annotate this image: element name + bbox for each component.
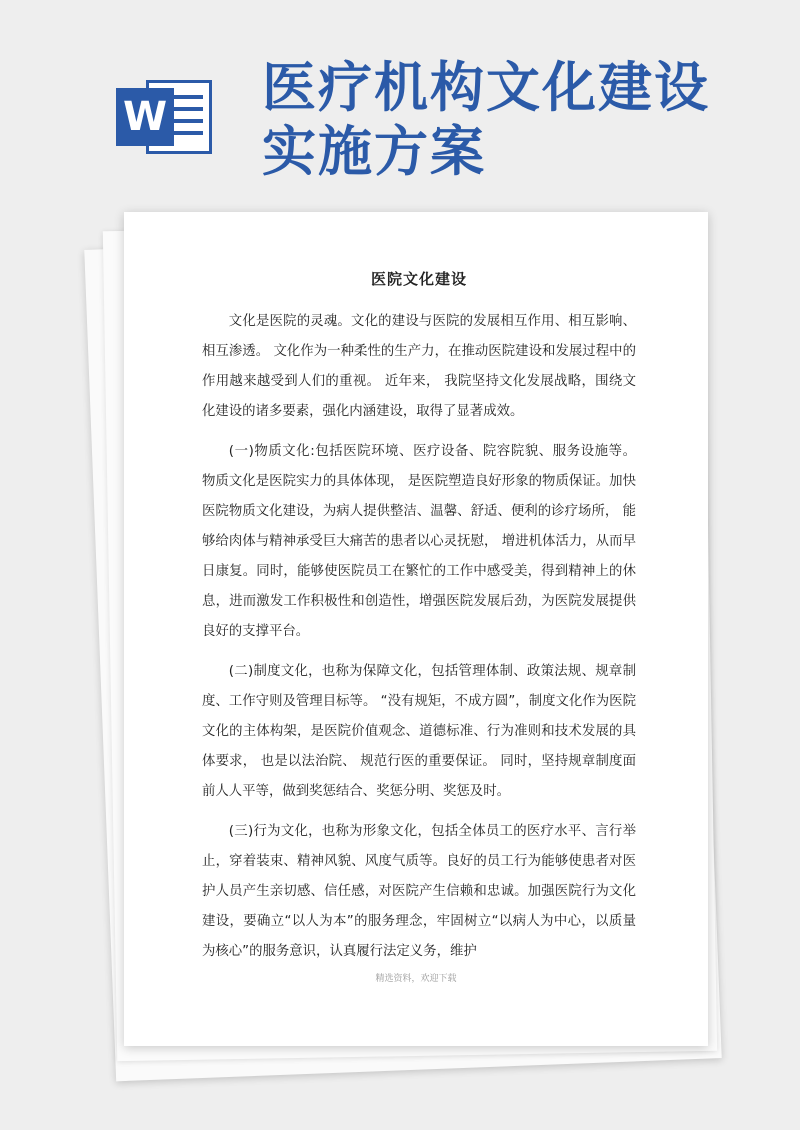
paragraph-behavior-culture: (三)行为文化，也称为形象文化，包括全体员工的医疗水平、言行举止，穿着装束、精神风貌、风度气质等。良好的员工行为能够使患者对医护人员产生亲切感、信任感，对医院产生信赖和忠诚。加强医院行为文化建设，要确立“以人为本”的服务理念，牢固树立“以病人为中心，以质量为核心”的服务意识，认真履行法定义务，维护	[202, 824, 636, 959]
word-letter-badge: W	[116, 88, 174, 146]
page-footer: 精选资料，欢迎下载	[375, 974, 457, 984]
paragraph-intro: 文化是医院的灵魂。文化的建设与医院的发展相互作用、相互影响、相互渗透。 文化作为一种柔性的生产力，在推动医院建设和发展过程中的作用越来越受到人们的重视。 近年来， 我院坚持文化发展战略，围绕文化建设的诸多要素，强化内涵建设，取得了显著成效。	[202, 314, 636, 419]
banner-title: 医疗机构文化建设实施方案	[262, 56, 710, 183]
document-page	[124, 212, 708, 1046]
word-document-icon	[116, 80, 212, 154]
paragraph-system-culture: (二)制度文化，也称为保障文化，包括管理体制、政策法规、规章制度、工作守则及管理目标等。 “没有规矩，不成方圆”，制度文化作为医院文化的主体构架，是医院价值观念、道德标准、行为准则和技术发展的具体要求， 也是以法治院、 规范行医的重要保证。 同时，坚持规章制度面前人人平等，做到奖惩结合、奖惩分明、奖惩及时。	[202, 664, 636, 799]
paragraph-material-culture: (一)物质文化:包括医院环境、医疗设备、院容院貌、服务设施等。 物质文化是医院实力的具体体现， 是医院塑造良好形象的物质保证。加快医院物质文化建设，为病人提供整洁、温馨、舒适、便利的诊疗场所， 能够给肉体与精神承受巨大痛苦的患者以心灵抚慰， 增进机体活力，从而早日康复。同时，能够使医院员工在繁忙的工作中感受美，得到精神上的休息，进而激发工作积极性和创造性，增强医院发展后劲，为医院发展提供良好的支撑平台。	[202, 444, 636, 639]
document-title: 医院文化建设	[370, 270, 467, 288]
